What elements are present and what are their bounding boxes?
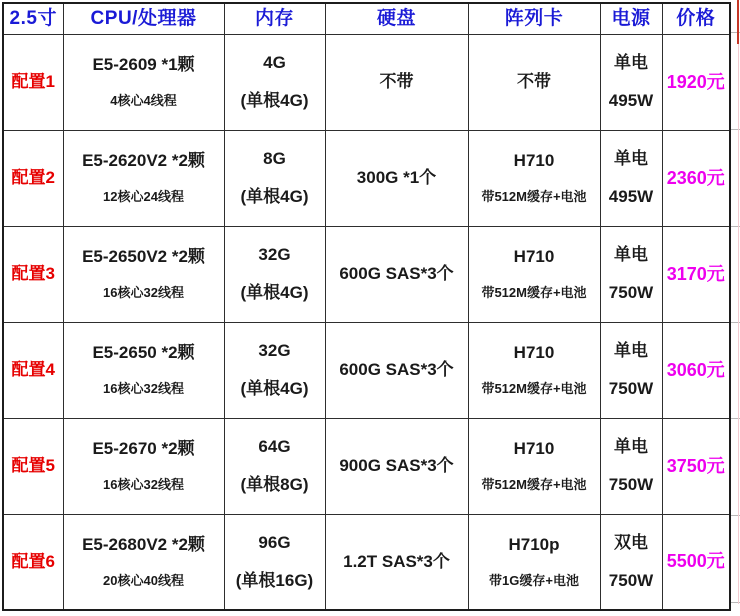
cpu-cell xyxy=(63,226,224,322)
disk-spec: 900G SAS*3个 xyxy=(339,456,454,476)
cpu-model: E5-2670 *2颗 xyxy=(92,439,195,459)
psu-wattage: 750W xyxy=(608,379,654,398)
col-header-disk: 硬盘 xyxy=(325,3,468,34)
psu-type: 单电 xyxy=(614,341,648,361)
disk-spec: 600G SAS*3个 xyxy=(339,360,454,380)
price-value: 2360元 xyxy=(666,167,725,188)
disk-spec: 600G SAS*3个 xyxy=(339,264,454,284)
price-cell xyxy=(662,322,730,418)
disk-spec: 300G *1个 xyxy=(356,168,437,188)
cpu-model: E5-2650V2 *2颗 xyxy=(82,247,205,267)
disk-cell xyxy=(325,514,468,610)
raid-cache-note: 带512M缓存+电池 xyxy=(481,189,587,205)
red-edge-artifact xyxy=(737,0,739,44)
cpu-model: E5-2650 *2颗 xyxy=(92,343,195,363)
raid-cell xyxy=(468,514,600,610)
config-label: 配置3 xyxy=(11,264,55,284)
cpu-cores-threads: 4核心4线程 xyxy=(110,93,177,109)
config-label: 配置2 xyxy=(11,168,55,188)
price-cell xyxy=(662,418,730,514)
psu-wattage: 750W xyxy=(608,570,654,590)
price-value: 1920元 xyxy=(666,71,725,92)
psu-cell xyxy=(600,418,662,514)
price-value: 3170元 xyxy=(666,263,725,284)
memory-size: 8G xyxy=(263,149,286,169)
memory-stick-config: (单根4G) xyxy=(240,379,309,398)
col-header-drive-size: 2.5寸 xyxy=(3,3,63,34)
cpu-model: E5-2609 *1颗 xyxy=(92,55,195,75)
psu-wattage: 750W xyxy=(608,475,654,494)
config-label: 配置4 xyxy=(11,360,55,380)
raid-cell xyxy=(468,130,600,226)
col-header-psu: 电源 xyxy=(600,3,662,34)
memory-stick-config: (单根4G) xyxy=(240,187,309,206)
memory-size: 4G xyxy=(263,53,286,73)
price-cell xyxy=(662,226,730,322)
table-row xyxy=(3,226,730,322)
raid-model: 不带 xyxy=(517,72,551,92)
psu-type: 单电 xyxy=(614,437,648,457)
psu-type: 单电 xyxy=(614,245,648,265)
memory-stick-config: (单根16G) xyxy=(235,570,314,590)
psu-type: 单电 xyxy=(614,149,648,169)
cpu-cell xyxy=(63,418,224,514)
psu-cell xyxy=(600,130,662,226)
cpu-cores-threads: 20核心40线程 xyxy=(103,572,184,588)
config-label: 配置1 xyxy=(11,72,55,92)
raid-model: H710p xyxy=(508,535,560,554)
psu-wattage: 495W xyxy=(608,187,654,206)
cpu-cores-threads: 16核心32线程 xyxy=(103,477,184,493)
disk-cell xyxy=(325,226,468,322)
cpu-cell xyxy=(63,130,224,226)
col-header-price: 价格 xyxy=(662,3,730,34)
raid-cell xyxy=(468,34,600,130)
disk-spec: 不带 xyxy=(379,72,414,92)
raid-cache-note: 带512M缓存+电池 xyxy=(481,381,587,397)
psu-cell xyxy=(600,514,662,610)
memory-stick-config: (单根4G) xyxy=(240,283,309,302)
cpu-cores-threads: 12核心24线程 xyxy=(103,189,184,205)
config-cell xyxy=(3,130,63,226)
col-header-raid-card: 阵列卡 xyxy=(468,3,600,34)
cpu-cores-threads: 16核心32线程 xyxy=(103,285,184,301)
table-row xyxy=(3,322,730,418)
memory-cell xyxy=(224,34,325,130)
col-header-memory: 内存 xyxy=(224,3,325,34)
raid-model: H710 xyxy=(513,151,555,171)
memory-cell xyxy=(224,322,325,418)
raid-cache-note: 带1G缓存+电池 xyxy=(489,572,579,588)
memory-size: 64G xyxy=(258,437,291,457)
price-cell xyxy=(662,514,730,610)
table-row xyxy=(3,514,730,610)
config-cell xyxy=(3,418,63,514)
memory-stick-config: (单根4G) xyxy=(240,91,309,110)
disk-cell xyxy=(325,418,468,514)
price-value: 3060元 xyxy=(666,359,725,380)
config-cell xyxy=(3,226,63,322)
psu-wattage: 495W xyxy=(608,91,654,110)
memory-stick-config: (单根8G) xyxy=(240,475,309,494)
price-cell xyxy=(662,34,730,130)
memory-cell xyxy=(224,226,325,322)
cpu-cell xyxy=(63,514,224,610)
red-edge-faint-artifact xyxy=(738,44,739,604)
config-label: 配置6 xyxy=(11,551,55,571)
disk-spec: 1.2T SAS*3个 xyxy=(343,551,450,571)
config-cell xyxy=(3,34,63,130)
raid-cell xyxy=(468,322,600,418)
raid-cell xyxy=(468,418,600,514)
col-header-cpu: CPU/处理器 xyxy=(63,3,224,34)
table-row xyxy=(3,130,730,226)
cpu-model: E5-2620V2 *2颗 xyxy=(82,151,205,171)
psu-cell xyxy=(600,34,662,130)
psu-cell xyxy=(600,226,662,322)
config-label: 配置5 xyxy=(11,456,55,476)
memory-size: 32G xyxy=(258,245,291,265)
config-cell xyxy=(3,322,63,418)
disk-cell xyxy=(325,322,468,418)
raid-model: H710 xyxy=(513,343,555,363)
cpu-cell xyxy=(63,322,224,418)
cpu-cell xyxy=(63,34,224,130)
config-cell xyxy=(3,514,63,610)
raid-cache-note: 带512M缓存+电池 xyxy=(481,285,587,301)
price-cell xyxy=(662,130,730,226)
psu-cell xyxy=(600,322,662,418)
header-row xyxy=(3,3,730,34)
server-config-price-table xyxy=(2,2,731,611)
cpu-model: E5-2680V2 *2颗 xyxy=(82,535,205,554)
memory-cell xyxy=(224,130,325,226)
memory-size: 96G xyxy=(258,532,291,552)
disk-cell xyxy=(325,34,468,130)
psu-type: 双电 xyxy=(614,532,648,552)
raid-model: H710 xyxy=(513,439,555,459)
table-row xyxy=(3,34,730,130)
table-row xyxy=(3,418,730,514)
memory-size: 32G xyxy=(258,341,291,361)
memory-cell xyxy=(224,514,325,610)
psu-wattage: 750W xyxy=(608,283,654,302)
price-value: 5500元 xyxy=(666,551,725,572)
raid-cache-note: 带512M缓存+电池 xyxy=(481,477,587,493)
psu-type: 单电 xyxy=(614,53,648,73)
raid-model: H710 xyxy=(513,247,555,267)
raid-cell xyxy=(468,226,600,322)
cpu-cores-threads: 16核心32线程 xyxy=(103,381,184,397)
table-body xyxy=(3,34,730,610)
price-value: 3750元 xyxy=(666,455,725,476)
disk-cell xyxy=(325,130,468,226)
memory-cell xyxy=(224,418,325,514)
